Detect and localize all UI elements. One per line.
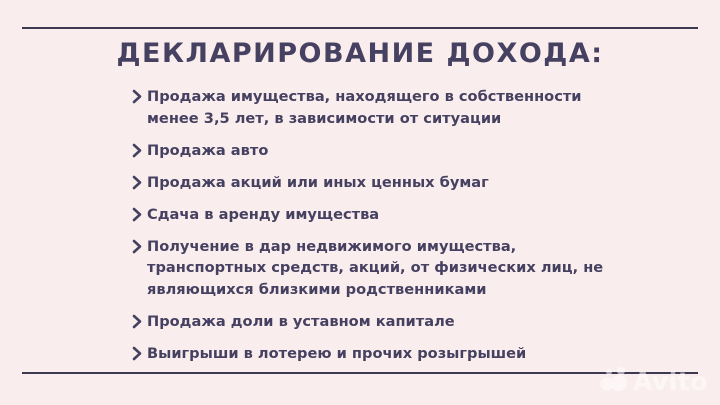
chevron-right-icon	[130, 204, 144, 225]
chevron-right-icon	[130, 236, 144, 257]
list-item-line: транспортных средств, акций, от физических лиц, не	[147, 259, 604, 276]
list-item-line: Продажа акций или иных ценных бумаг	[147, 173, 489, 191]
watermark-text: Avito	[633, 366, 708, 396]
list-item-line: Получение в дар недвижимого имущества,	[147, 237, 517, 255]
list-item-line: Продажа доли в уставном капитале	[147, 312, 455, 330]
list-item	[130, 172, 700, 194]
income-declaration-list	[130, 86, 700, 375]
list-item-line: Продажа авто	[147, 141, 269, 159]
list-item-line: Продажа имущества, находящего в собственности	[147, 88, 582, 105]
top-divider	[22, 27, 698, 29]
list-item	[130, 236, 700, 301]
list-item-line: являющихся близкими родственниками	[147, 280, 487, 298]
chevron-right-icon	[130, 343, 144, 364]
list-item	[130, 204, 700, 226]
avito-logo-icon	[600, 366, 628, 396]
chevron-right-icon	[130, 172, 144, 193]
list-item-line: Сдача в аренду имущества	[147, 205, 380, 223]
list-item	[130, 311, 700, 333]
bottom-divider	[22, 372, 698, 374]
avito-watermark	[600, 368, 708, 394]
chevron-right-icon	[130, 311, 144, 332]
list-item-line: менее 3,5 лет, в зависимости от ситуации	[147, 109, 502, 127]
chevron-right-icon	[130, 86, 144, 107]
list-item	[130, 86, 700, 129]
chevron-right-icon	[130, 140, 144, 161]
page-title: ДЕКЛАРИРОВАНИЕ ДОХОДА:	[116, 38, 604, 69]
list-item-line: Выигрыши в лотерею и прочих розыгрышей	[147, 344, 527, 362]
list-item	[130, 343, 700, 365]
list-item	[130, 140, 700, 162]
